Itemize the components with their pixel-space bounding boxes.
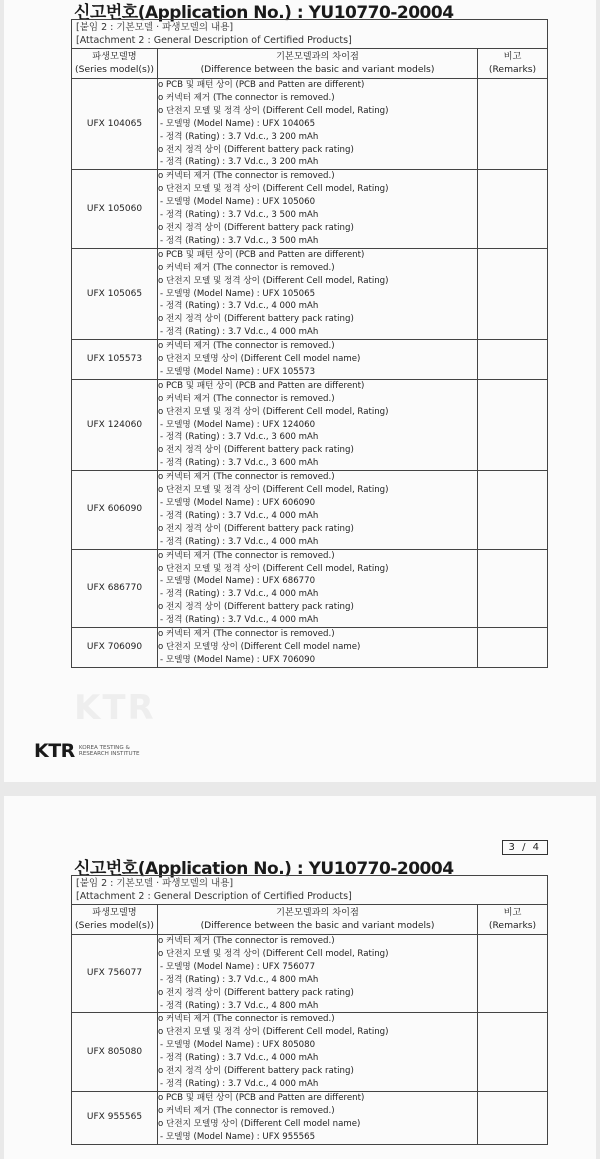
difference-line: o 커넥터 제거 (The connector is removed.) (158, 171, 335, 182)
header-series-model-en: (Series model(s)) (75, 919, 154, 931)
table-row (72, 248, 548, 339)
difference-line: o 전지 정격 상이 (Different battery pack rating) (158, 144, 354, 155)
ktr-name-line1: KOREA TESTING & (78, 744, 130, 751)
attachment-caption-row (72, 20, 548, 49)
difference-line: - 모델명 (Model Name) : UFX 706090 (160, 654, 316, 665)
remarks-cell (478, 1091, 548, 1144)
difference-line: - 정격 (Rating) : 3.7 Vd.c., 4 000 mAh (160, 589, 319, 600)
difference-line: o 커넥터 제거 (The connector is removed.) (158, 262, 335, 273)
table-header-row (72, 905, 548, 935)
header-difference-ko: 기본모델과의 차이점 (276, 907, 359, 918)
attachment-caption-row (72, 876, 548, 905)
difference-cell (158, 1091, 478, 1144)
table-header-row (72, 49, 548, 79)
difference-line: o 전지 정격 상이 (Different battery pack rating) (158, 222, 354, 233)
ktr-name-line2: RESEARCH INSTITUTE (78, 751, 140, 757)
series-model-table (71, 875, 548, 1145)
difference-line: - 정격 (Rating) : 3.7 Vd.c., 4 000 mAh (160, 536, 319, 547)
difference-line: o 단전지 모델 및 정격 상이 (Different Cell model, Rating) (158, 485, 389, 496)
difference-line: - 정격 (Rating) : 3.7 Vd.c., 3 200 mAh (160, 131, 319, 142)
header-difference-ko: 기본모델과의 차이점 (276, 51, 359, 62)
table-body (72, 79, 548, 668)
table-row (72, 628, 548, 668)
series-model-name: UFX 105065 (72, 248, 158, 339)
difference-line: o 단전지 모델 및 정격 상이 (Different Cell model, Rating) (158, 275, 389, 286)
difference-line: - 정격 (Rating) : 3.7 Vd.c., 4 800 mAh (160, 974, 319, 985)
attachment-caption (72, 20, 548, 49)
difference-line: - 정격 (Rating) : 3.7 Vd.c., 4 000 mAh (160, 1078, 319, 1089)
header-remarks-ko: 비고 (503, 51, 522, 62)
page-number: 3 / 4 (502, 840, 548, 855)
remarks-cell (478, 340, 548, 380)
difference-line: o 커넥터 제거 (The connector is removed.) (158, 472, 335, 483)
difference-line: o PCB 및 패턴 상이 (PCB and Patten are different) (158, 380, 365, 391)
difference-line: o 단전지 모델 및 정격 상이 (Different Cell model, Rating) (158, 184, 389, 195)
series-model-name: UFX 686770 (72, 549, 158, 627)
difference-line: o 전지 정격 상이 (Different battery pack rating) (158, 523, 354, 534)
difference-line: - 정격 (Rating) : 3.7 Vd.c., 4 000 mAh (160, 615, 319, 626)
difference-line: - 모델명 (Model Name) : UFX 105060 (160, 197, 316, 208)
difference-cell (158, 79, 478, 170)
difference-line: o 커넥터 제거 (The connector is removed.) (158, 393, 335, 404)
difference-line: o PCB 및 패턴 상이 (PCB and Patten are different) (158, 80, 365, 90)
header-difference (158, 49, 478, 79)
difference-cell (158, 1013, 478, 1091)
series-model-name: UFX 756077 (72, 935, 158, 1013)
series-model-name: UFX 124060 (72, 379, 158, 470)
header-remarks-en: (Remarks) (488, 63, 537, 75)
attachment-caption-en: [Attachment 2 : General Description of Certified Products] (76, 891, 352, 902)
difference-line: o 전지 정격 상이 (Different battery pack rating) (158, 987, 354, 998)
difference-cell (158, 248, 478, 339)
header-difference (158, 905, 478, 935)
difference-line: o PCB 및 패턴 상이 (PCB and Patten are different) (158, 249, 365, 260)
difference-line: o 단전지 모델명 상이 (Different Cell model name) (158, 1118, 361, 1129)
difference-line: o 커넥터 제거 (The connector is removed.) (158, 629, 335, 640)
header-remarks (478, 49, 548, 79)
series-model-name: UFX 606090 (72, 471, 158, 549)
application-number-title: 신고번호(Application No.) : YU10770-20004 (74, 3, 454, 23)
difference-line: - 정격 (Rating) : 3.7 Vd.c., 4 000 mAh (160, 510, 319, 521)
ktr-logo (34, 740, 140, 762)
series-model-name: UFX 105060 (72, 170, 158, 248)
header-remarks (478, 905, 548, 935)
remarks-cell (478, 379, 548, 470)
difference-line: - 정격 (Rating) : 3.7 Vd.c., 3 500 mAh (160, 210, 319, 221)
difference-line: - 모델명 (Model Name) : UFX 686770 (160, 576, 316, 587)
difference-line: o 커넥터 제거 (The connector is removed.) (158, 92, 335, 103)
difference-cell (158, 935, 478, 1013)
difference-cell (158, 379, 478, 470)
difference-line: - 정격 (Rating) : 3.7 Vd.c., 3 500 mAh (160, 235, 319, 246)
difference-line: o 전지 정격 상이 (Different battery pack rating) (158, 314, 354, 325)
remarks-cell (478, 248, 548, 339)
difference-line: o 전지 정격 상이 (Different battery pack rating) (158, 445, 354, 456)
series-model-name: UFX 955565 (72, 1091, 158, 1144)
difference-line: - 정격 (Rating) : 3.7 Vd.c., 4 800 mAh (160, 1000, 319, 1011)
table-body (72, 935, 548, 1145)
header-difference-en: (Difference between the basic and variant models) (200, 63, 435, 75)
table-row (72, 1091, 548, 1144)
ktr-logo-mark: KTR (34, 740, 75, 762)
difference-line: o 단전지 모델 및 정격 상이 (Different Cell model, Rating) (158, 406, 389, 417)
table-row (72, 379, 548, 470)
table-row (72, 1013, 548, 1091)
difference-line: - 정격 (Rating) : 3.7 Vd.c., 4 000 mAh (160, 301, 319, 312)
difference-line: - 모델명 (Model Name) : UFX 105573 (160, 366, 316, 377)
ktr-watermark: KTR (74, 688, 156, 728)
header-series-model (72, 49, 158, 79)
header-remarks-ko: 비고 (503, 907, 522, 918)
remarks-cell (478, 935, 548, 1013)
difference-line: - 모델명 (Model Name) : UFX 805080 (160, 1040, 316, 1051)
document-page-2 (4, 796, 596, 1159)
table-row (72, 340, 548, 380)
difference-line: o 전지 정격 상이 (Different battery pack rating) (158, 1066, 354, 1077)
difference-line: o 단전지 모델명 상이 (Different Cell model name) (158, 641, 361, 652)
difference-cell (158, 340, 478, 380)
difference-line: - 모델명 (Model Name) : UFX 104065 (160, 118, 316, 129)
difference-line: - 정격 (Rating) : 3.7 Vd.c., 3 600 mAh (160, 432, 319, 443)
attachment-caption-ko: [붙임 2 : 기본모델 · 파생모델의 내용] (76, 22, 234, 33)
difference-line: o 단전지 모델 및 정격 상이 (Different Cell model, Rating) (158, 1027, 389, 1038)
ktr-institute-name (79, 745, 140, 758)
header-remarks-en: (Remarks) (488, 919, 537, 931)
series-model-table (71, 19, 548, 668)
difference-line: - 정격 (Rating) : 3.7 Vd.c., 3 600 mAh (160, 458, 319, 469)
difference-cell (158, 471, 478, 549)
difference-line: - 모델명 (Model Name) : UFX 606090 (160, 498, 316, 508)
difference-line: o 커넥터 제거 (The connector is removed.) (158, 550, 335, 561)
table-row (72, 471, 548, 549)
difference-line: o 커넥터 제거 (The connector is removed.) (158, 341, 335, 352)
difference-line: o 단전지 모델명 상이 (Different Cell model name) (158, 354, 361, 365)
attachment-caption (72, 876, 548, 905)
remarks-cell (478, 1013, 548, 1091)
difference-line: - 정격 (Rating) : 3.7 Vd.c., 3 200 mAh (160, 157, 319, 168)
document-page-1 (4, 0, 596, 782)
difference-line: - 모델명 (Model Name) : UFX 105065 (160, 288, 316, 299)
attachment-caption-ko: [붙임 2 : 기본모델 · 파생모델의 내용] (76, 878, 234, 889)
header-series-model-ko: 파생모델명 (92, 51, 137, 62)
series-model-name: UFX 105573 (72, 340, 158, 380)
table-row (72, 549, 548, 627)
header-series-model-ko: 파생모델명 (92, 907, 137, 918)
difference-line: - 모델명 (Model Name) : UFX 124060 (160, 419, 316, 430)
remarks-cell (478, 471, 548, 549)
remarks-cell (478, 79, 548, 170)
remarks-cell (478, 170, 548, 248)
difference-line: - 정격 (Rating) : 3.7 Vd.c., 4 000 mAh (160, 327, 319, 338)
attachment-caption-en: [Attachment 2 : General Description of Certified Products] (76, 35, 352, 46)
difference-line: o 단전지 모델 및 정격 상이 (Different Cell model, Rating) (158, 105, 389, 116)
application-number-title: 신고번호(Application No.) : YU10770-20004 (74, 859, 454, 879)
remarks-cell (478, 628, 548, 668)
difference-line: - 모델명 (Model Name) : UFX 955565 (160, 1131, 316, 1142)
difference-cell (158, 549, 478, 627)
difference-line: o 단전지 모델 및 정격 상이 (Different Cell model, Rating) (158, 948, 389, 959)
header-difference-en: (Difference between the basic and variant models) (200, 919, 435, 931)
series-model-name: UFX 104065 (72, 79, 158, 170)
difference-line: o 커넥터 제거 (The connector is removed.) (158, 936, 335, 946)
difference-line: - 정격 (Rating) : 3.7 Vd.c., 4 000 mAh (160, 1053, 319, 1064)
difference-line: o 단전지 모델 및 정격 상이 (Different Cell model, Rating) (158, 563, 389, 574)
header-series-model (72, 905, 158, 935)
difference-line: o PCB 및 패턴 상이 (PCB and Patten are different) (158, 1092, 365, 1103)
table-row (72, 79, 548, 170)
difference-cell (158, 170, 478, 248)
difference-cell (158, 628, 478, 668)
table-row (72, 170, 548, 248)
difference-line: o 커넥터 제거 (The connector is removed.) (158, 1014, 335, 1025)
difference-line: o 커넥터 제거 (The connector is removed.) (158, 1105, 335, 1116)
difference-line: o 전지 정격 상이 (Different battery pack rating) (158, 602, 354, 613)
header-series-model-en: (Series model(s)) (75, 63, 154, 75)
difference-line: - 모델명 (Model Name) : UFX 756077 (160, 961, 316, 972)
remarks-cell (478, 549, 548, 627)
table-row (72, 935, 548, 1013)
series-model-name: UFX 805080 (72, 1013, 158, 1091)
series-model-name: UFX 706090 (72, 628, 158, 668)
